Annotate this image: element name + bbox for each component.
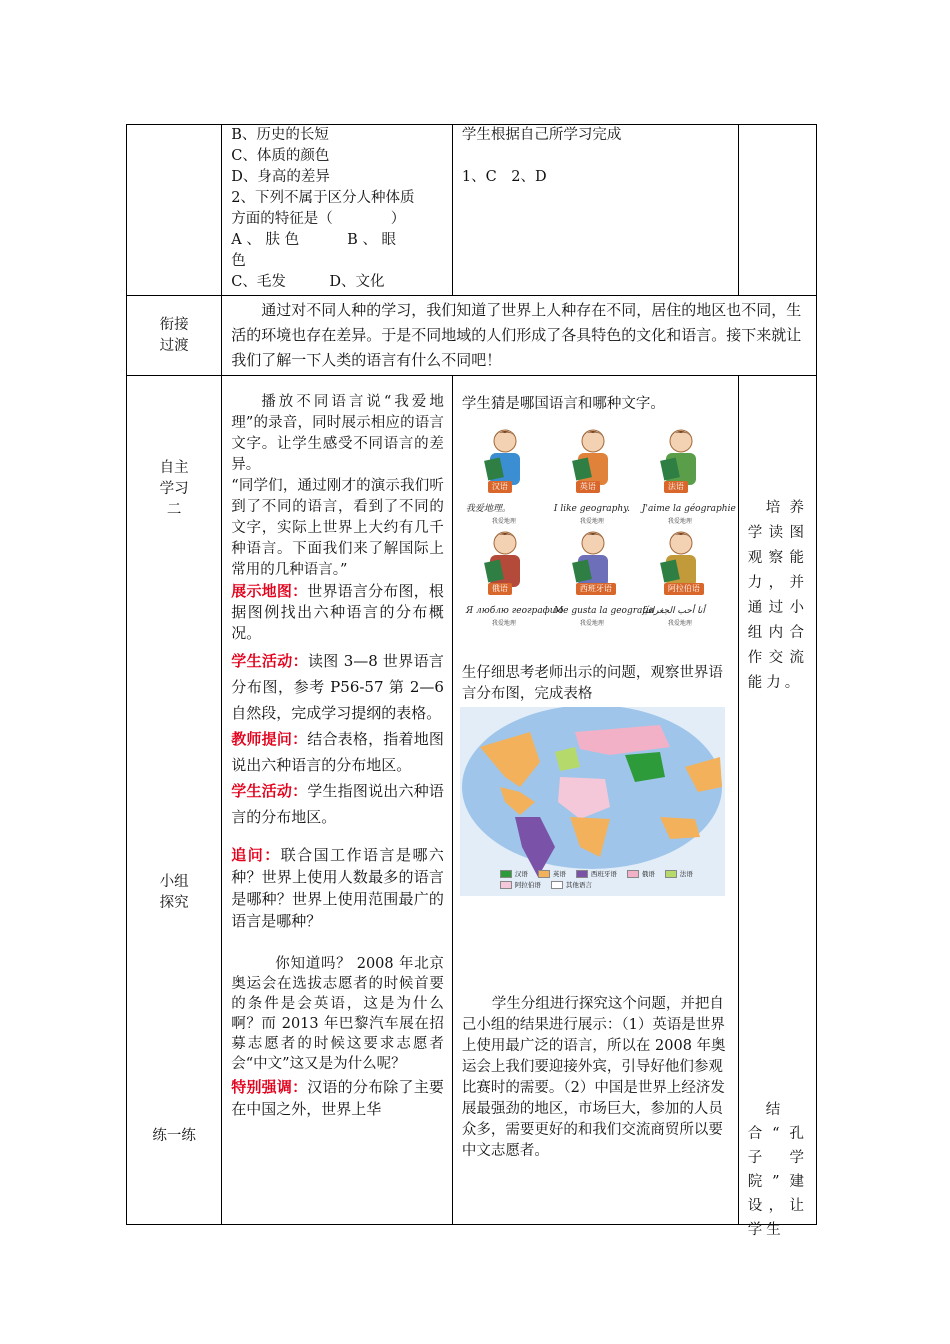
legend-label: 英语 bbox=[552, 870, 566, 878]
emphasis-label: 特别强调： bbox=[231, 1078, 308, 1096]
teacher-quote: “同学们，通过刚才的演示我们听到了不同的语言，看到了不同的文字，实际上世界上大约有几千种语言。下面我们来了解国际上常用的几种语言。” bbox=[231, 478, 444, 578]
quiz-line: 方面的特征是（ ） bbox=[231, 211, 406, 227]
world-map-image bbox=[460, 707, 725, 896]
child-figure-icon bbox=[480, 527, 530, 591]
activity2-block: 学生活动：学生指图说出六种语言的分布地区。 bbox=[231, 782, 444, 826]
quiz-line: B、历史的长短 bbox=[231, 127, 329, 143]
transition-text-cell bbox=[222, 296, 817, 376]
do-you-know-paragraph: 你知道吗？ 2008 年北京奥运会在选拔志愿者的时候首要的条件是会英语，这是为什么啊？而 2013 年巴黎汽车展在招募志愿者的时候这要求志愿者会“中文”这又是为什么呢？ bbox=[231, 956, 444, 1072]
row1-label-cell bbox=[127, 125, 222, 296]
transition-label: 衔接 过渡 bbox=[159, 316, 189, 354]
child-figure-icon bbox=[568, 527, 618, 591]
table-row bbox=[127, 296, 817, 376]
transition-label-cell bbox=[127, 296, 222, 376]
phrase-caption: 我爱地理 bbox=[579, 518, 604, 525]
quiz-options bbox=[222, 125, 452, 295]
legend-swatch bbox=[551, 881, 563, 889]
quiz-line: A 、 肤 色 B 、 眼 bbox=[231, 232, 397, 248]
legend-item bbox=[538, 870, 566, 879]
legend-item bbox=[551, 881, 592, 890]
handwritten-phrase: أنا أحب الجغرافيا bbox=[641, 606, 705, 616]
legend-swatch bbox=[500, 881, 512, 889]
legend-item bbox=[576, 870, 617, 879]
handwritten-phrase: 我爱地理。 bbox=[465, 504, 511, 514]
teacher-question-block: 教师提问：结合表格，指着地图说出六种语言的分布地区。 bbox=[231, 730, 444, 774]
language-tag: 阿拉伯语 bbox=[664, 583, 704, 595]
teacher-question-label: 教师提问： bbox=[231, 730, 308, 748]
stage-practice: 练一练 bbox=[152, 1128, 196, 1144]
legend-swatch bbox=[665, 870, 677, 878]
legend-label: 阿拉伯语 bbox=[514, 881, 541, 889]
language-tag: 俄语 bbox=[488, 583, 512, 595]
handwritten-phrase: Я люблю географию bbox=[465, 606, 564, 616]
language-child-illustration bbox=[640, 425, 736, 525]
student-activity-cell bbox=[452, 376, 738, 1225]
handwritten-phrase: Me gusta la geografía bbox=[553, 606, 654, 616]
phrase-caption: 我爱地理 bbox=[667, 518, 692, 525]
quiz-line: C、体质的颜色 bbox=[231, 148, 330, 164]
language-tag: 英语 bbox=[576, 481, 600, 493]
phrase-caption: 我爱地理 bbox=[579, 620, 604, 627]
table-row bbox=[127, 376, 817, 1225]
goal-confucius: 结合“孔子学院”建设，让学生 bbox=[747, 1102, 808, 1238]
teacher-activity bbox=[222, 376, 452, 1122]
quiz-line: C、毛发 D、文化 bbox=[231, 274, 385, 290]
legend-item bbox=[665, 870, 693, 879]
quiz-line: 2、下列不属于区分人种体质 bbox=[231, 190, 415, 206]
stage-label-cell bbox=[127, 376, 222, 1225]
legend-swatch bbox=[538, 870, 550, 878]
language-tag: 法语 bbox=[664, 481, 688, 493]
teacher-activity-cell bbox=[222, 376, 453, 1225]
phrase-caption: 我爱地理 bbox=[667, 620, 692, 627]
quiz-answers: 1、C 2、D bbox=[461, 169, 547, 185]
legend-label: 其他语言 bbox=[565, 881, 592, 889]
activity2-label: 学生活动： bbox=[231, 782, 308, 800]
intro-paragraph: 播放不同语言说“我爱地理”的录音，同时展示相应的语言文字。让学生感受不同语言的差异。 bbox=[231, 394, 444, 473]
legend-label: 西班牙语 bbox=[590, 870, 617, 878]
child-figure-icon bbox=[480, 425, 530, 489]
stage-self-study: 自主 学习 二 bbox=[159, 460, 189, 518]
row1-goal-cell bbox=[738, 125, 816, 296]
child-figure-icon bbox=[568, 425, 618, 489]
language-tag: 汉语 bbox=[488, 481, 512, 493]
show-map-label: 展示地图： bbox=[231, 582, 308, 600]
transition-paragraph: 通过对不同人种的学习，我们知道了世界上人种存在不同，居住的地区也不同，生活的环境也存在差异。于是不同地域的人们形成了各具特色的文化和语言。接下来就让我们了解一下人类的语言有什么不同吧！ bbox=[231, 301, 802, 369]
emphasis-block: 特别强调：汉语的分布除了主要在中国之外，世界上华 bbox=[231, 1078, 444, 1118]
language-illustrations bbox=[464, 425, 736, 627]
activity1-label: 学生活动： bbox=[231, 652, 308, 670]
student-instruction: 学生根据自己所学习完成 bbox=[461, 127, 622, 143]
activity1-block: 学生活动：读图 3—8 世界语言分布图，参考 P56-57 第 2—6 自然段，完成学习提纲的表格。 bbox=[231, 652, 444, 722]
child-figure-icon bbox=[656, 425, 706, 489]
row1-student-cell bbox=[452, 125, 738, 296]
legend-item bbox=[500, 870, 528, 879]
legend-item bbox=[500, 881, 541, 890]
world-language-map bbox=[460, 707, 725, 896]
language-child-illustration bbox=[464, 425, 548, 525]
quiz-line: 色 bbox=[231, 253, 246, 269]
group-result: 学生分组进行探究这个问题，并把自己小组的结果进行展示：（1）英语是世界上使用最广泛的语言，所以在 2008 年奥运会上我们要迎接外宾，引导好他们参观比赛时的需要。（2）中国是世界上经济发展最强劲的地区，市场巨大，参加的人员众多，需要更好的和我们交流商贸所以要中文志愿者。 bbox=[461, 996, 726, 1159]
goal-reading-map: 培养学读图观察能力，并通过小组内合作交流能力。 bbox=[747, 500, 808, 691]
language-child-illustration bbox=[552, 425, 636, 525]
handwritten-phrase: I like geography. bbox=[553, 504, 630, 514]
phrase-caption: 我爱地理 bbox=[491, 518, 516, 525]
language-child-illustration bbox=[640, 527, 724, 627]
row1-content-cell bbox=[222, 125, 453, 296]
language-tag: 西班牙语 bbox=[576, 583, 616, 595]
language-child-illustration bbox=[552, 527, 654, 627]
student-answer bbox=[453, 125, 738, 190]
legend-label: 汉语 bbox=[514, 870, 528, 878]
followup-label: 追问： bbox=[231, 846, 281, 864]
lesson-plan-table bbox=[126, 124, 817, 1238]
legend-item bbox=[627, 870, 655, 879]
phrase-caption: 我爱地理 bbox=[491, 620, 516, 627]
legend-swatch bbox=[627, 870, 639, 878]
table-row bbox=[127, 125, 817, 296]
observe-instruction: 生仔细思考老师出示的问题，观察世界语言分布图，完成表格 bbox=[461, 665, 723, 702]
goal-cell bbox=[738, 376, 816, 1238]
legend-swatch bbox=[576, 870, 588, 878]
child-figure-icon bbox=[656, 527, 706, 591]
student-activity bbox=[453, 376, 738, 1164]
show-map-block: 展示地图：世界语言分布图，根据图例找出六种语言的分布概况。 bbox=[231, 582, 444, 642]
legend-label: 俄语 bbox=[641, 870, 655, 878]
language-child-illustration bbox=[464, 527, 564, 627]
handwritten-phrase: J'aime la géographie bbox=[641, 504, 736, 514]
legend-swatch bbox=[500, 870, 512, 878]
quiz-line: D、身高的差异 bbox=[231, 169, 330, 185]
map-legend bbox=[500, 870, 715, 890]
followup-block: 追问：联合国工作语言是哪六种？世界上使用人数最多的语言是哪种？世界上使用范围最广的语言是哪种？ bbox=[231, 846, 444, 930]
legend-label: 法语 bbox=[679, 870, 693, 878]
guess-instruction: 学生猜是哪国语言和哪种文字。 bbox=[461, 396, 665, 412]
stage-group-inquiry: 小组 探究 bbox=[159, 874, 189, 911]
